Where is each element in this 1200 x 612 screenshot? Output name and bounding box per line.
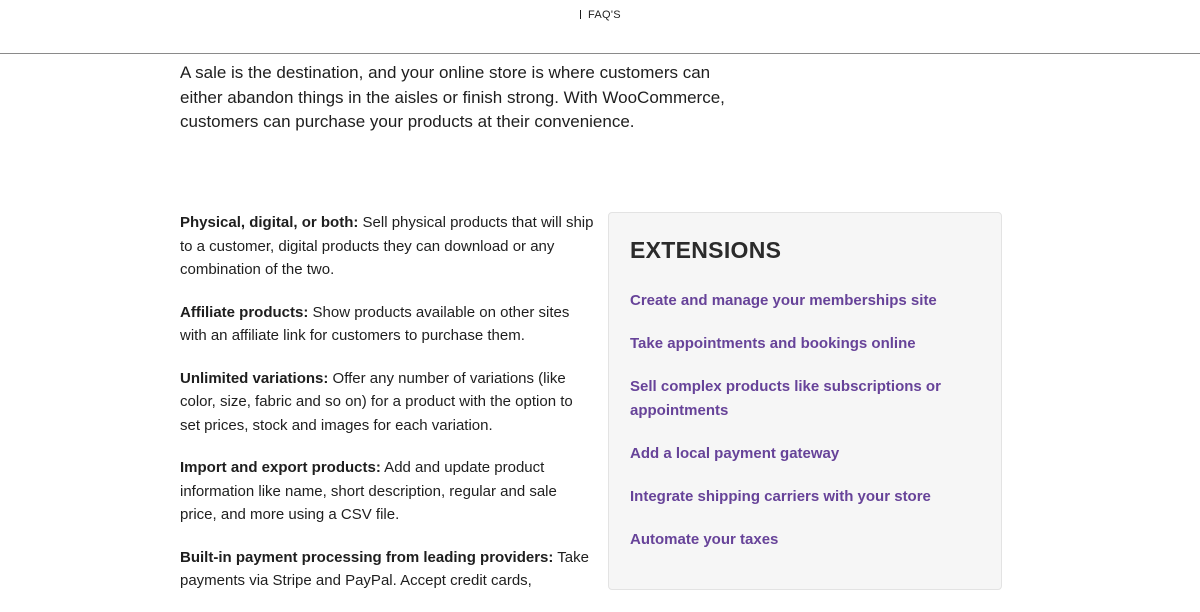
feature-title: Unlimited variations: (180, 369, 329, 387)
feature-text: Add and update product information like name, short description, regular and sale price, and more using a CSV file. (180, 459, 557, 523)
extensions-link-list (630, 289, 980, 571)
feature-title: Import and export products: (180, 459, 381, 476)
extension-link-payment-gateway[interactable]: Add a local payment gateway (630, 444, 840, 462)
feature-item (180, 456, 595, 527)
feature-item (180, 211, 595, 282)
extensions-heading: EXTENSIONS (630, 237, 782, 263)
feature-text: Show products available on other sites with an affiliate link for customers to purchase them. (180, 303, 570, 344)
feature-item (180, 301, 595, 348)
intro-paragraph: A sale is the destination, and your online store is where customers can either abandon things in the aisles or finish strong. With WooCommerce, customers can purchase your products at their convenience. (180, 63, 725, 131)
nav-link-label: FAQ'S (588, 9, 621, 21)
feature-list (180, 211, 595, 612)
extension-link-memberships[interactable]: Create and manage your memberships site (630, 292, 937, 309)
feature-item (180, 546, 595, 593)
nav-link-faqs[interactable] (580, 9, 621, 21)
top-navigation (0, 0, 1200, 54)
extension-link-bookings[interactable]: Take appointments and bookings online (630, 335, 916, 352)
feature-text: Take payments via Stripe and PayPal. Accept credit cards, (180, 548, 589, 589)
feature-item (180, 367, 595, 438)
extension-link-shipping[interactable]: Integrate shipping carriers with your store (630, 487, 931, 505)
nav-separator (580, 10, 581, 19)
extensions-panel (608, 212, 1002, 590)
extension-link-subscriptions[interactable]: Sell complex products like subscriptions or appointments (630, 378, 941, 419)
extension-link-taxes[interactable]: Automate your taxes (630, 530, 779, 548)
feature-title: Built-in payment processing from leading providers: (180, 548, 554, 566)
feature-text: Offer any number of variations (like color, size, fabric and so on) for a product with the option to set prices, stock and images for each variation. (180, 369, 573, 434)
feature-title: Physical, digital, or both: (180, 214, 359, 231)
feature-title: Affiliate products: (180, 303, 309, 321)
feature-text: Sell physical products that will ship to a customer, digital products they can download or any combination of the two. (180, 214, 594, 278)
